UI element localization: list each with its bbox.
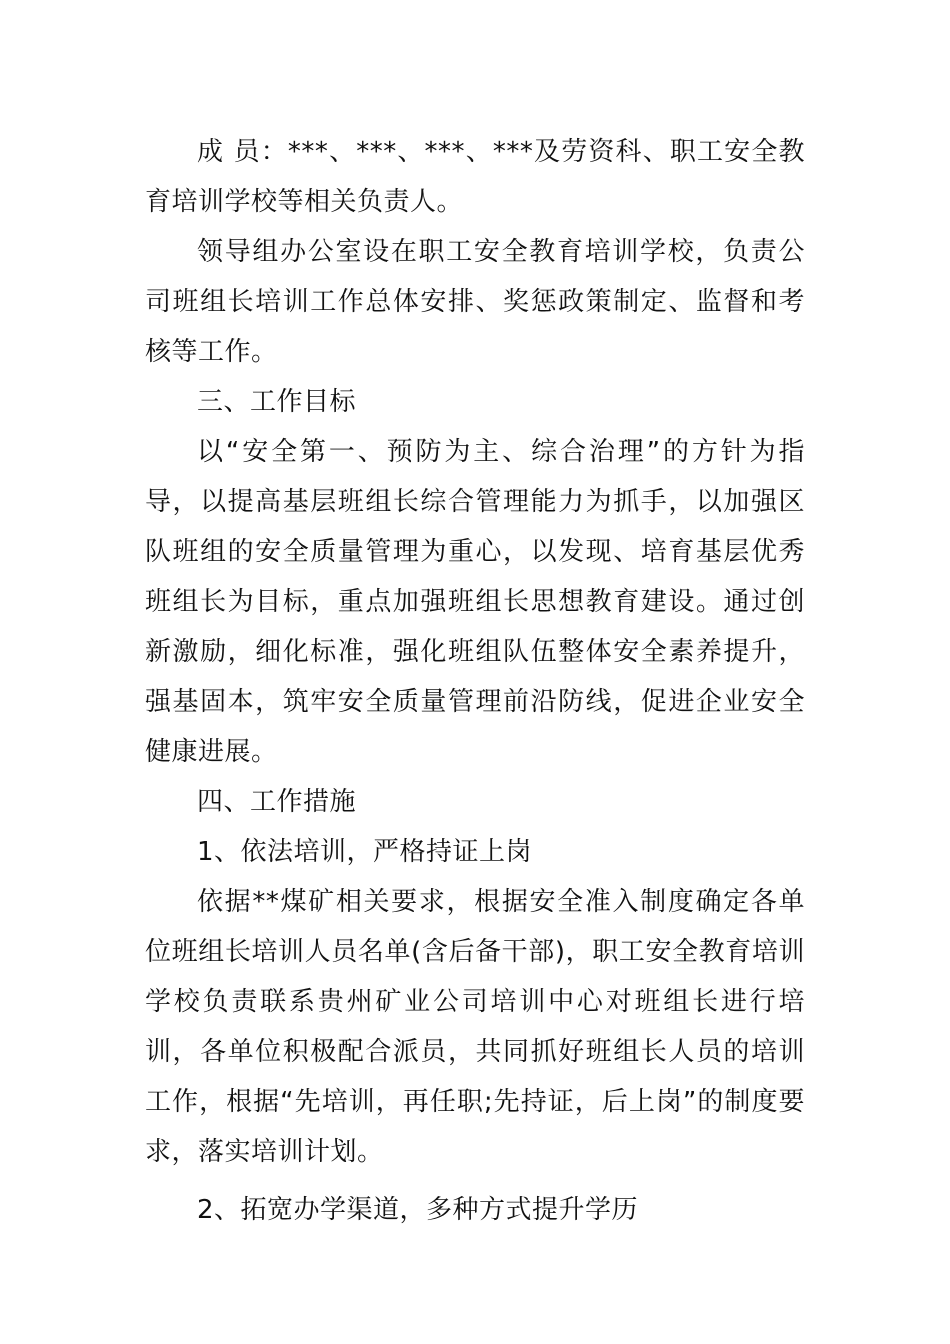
heading-work-goals: 三、工作目标 (197, 387, 357, 417)
subheading-training: 1、依法培训，严格持证上岗 (197, 837, 533, 867)
document-body (145, 127, 805, 1235)
paragraph-members: 成 员：***、***、***、***及劳资科、职工安全教育培训学校等相关负责人。 (145, 137, 805, 217)
subheading-education: 2、拓宽办学渠道，多种方式提升学历 (197, 1195, 639, 1225)
paragraph-office: 领导组办公室设在职工安全教育培训学校，负责公司班组长培训工作总体安排、奖惩政策制定、监督和考核等工作。 (145, 237, 805, 367)
paragraph-training: 依据**煤矿相关要求，根据安全准入制度确定各单位班组长培训人员名单(含后备干部)，职工安全教育培训学校负责联系贵州矿业公司培训中心对班组长进行培训，各单位积极配合派员，共同抓好班组长人员的培训工作，根据“先培训，再任职;先持证，后上岗”的制度要求，落实培训计划。 (145, 887, 805, 1167)
heading-work-measures: 四、工作措施 (197, 787, 357, 817)
paragraph-goals: 以“安全第一、预防为主、综合治理”的方针为指导，以提高基层班组长综合管理能力为抓手，以加强区队班组的安全质量管理为重心，以发现、培育基层优秀班组长为目标，重点加强班组长思想教育建设。通过创新激励，细化标准，强化班组队伍整体安全素养提升，强基固本，筑牢安全质量管理前沿防线，促进企业安全健康进展。 (145, 437, 805, 767)
